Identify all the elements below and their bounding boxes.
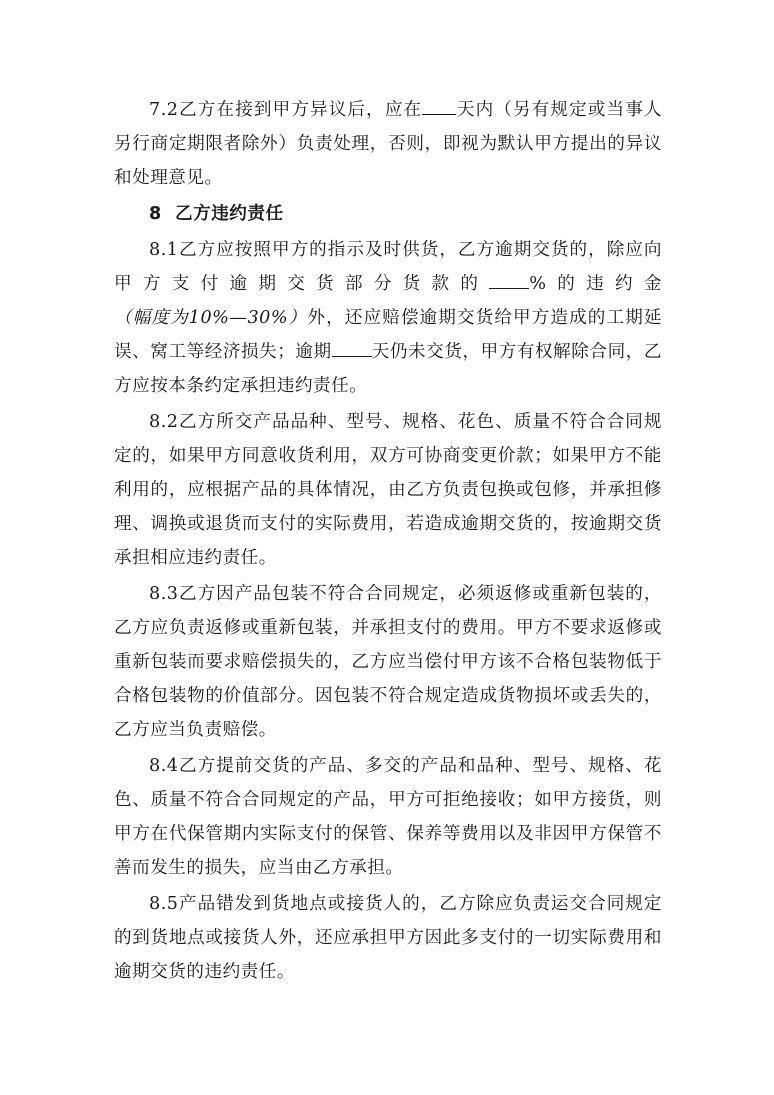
- percent-blank[interactable]: [489, 268, 529, 289]
- clause-8-2: 8.2乙方所交产品品种、型号、规格、花色、质量不符合合同规定的，如果甲方同意收货利用，双方可协商变更价款；如果甲方不能利用的，应根据产品的具体情况，由乙方负责包换或包修，并承担修理、调换或退货而支付的实际费用，若造成逾期交货的，按逾期交货承担相应违约责任。: [114, 412, 662, 568]
- clause-8-1-part2: %的违约金: [529, 274, 662, 294]
- document-page: [114, 93, 662, 991]
- overdue-days-blank[interactable]: [332, 336, 372, 357]
- section-8-heading: [114, 197, 662, 231]
- clause-8-1-part4: 天仍未交货，甲方有权解除合同，乙方应按本条约定承担违约责任。: [114, 342, 662, 396]
- days-blank[interactable]: [422, 94, 456, 115]
- clause-8-5: 8.5产品错发到货地点或接货人的，乙方除应负责运交合同规定的到货地点或接货人外，还应承担甲方因此多支付的一切实际费用和逾期交货的违约责任。: [114, 894, 662, 982]
- clause-7-2-text-after: 天内（另有规定或当事人另行商定期限者除外）负责处理，否则，即视为默认甲方提出的异议和处理意见。: [114, 100, 662, 188]
- clause-8-4: 8.4乙方提前交货的产品、多交的产品和品种、型号、规格、花色、质量不符合合同规定的产品，甲方可拒绝接收；如甲方接货，则甲方在代保管期内实际支付的保管、保养等费用以及非因甲方保管不善而发生的损失，应当由乙方承担。: [114, 756, 662, 878]
- clause-8-3: 8.3乙方因产品包装不符合合同规定，必须返修或重新包装的，乙方应负责返修或重新包装，并承担支付的费用。甲方不要求返修或重新包装而要求赔偿损失的，乙方应当偿付甲方该不合格包装物低于合格包装物的价值部分。因包装不符合规定造成货物损坏或丢失的，乙方应当负责赔偿。: [114, 584, 662, 740]
- clause-8-1-part1: 8.1乙方应按照甲方的指示及时供货，乙方逾期交货的，除应向甲方支付逾期交货部分货款的: [114, 240, 662, 294]
- clause-8-1: [114, 233, 662, 403]
- section-8-number: 8: [149, 204, 162, 224]
- clause-8-1-part3: 外，还应赔偿逾期交货给甲方造成的工期延误、窝工等经济损失；逾期: [114, 308, 662, 362]
- clause-7-2: [114, 93, 662, 195]
- clause-8-1-range-note: （幅度为10%—30%）: [114, 308, 308, 328]
- section-8-title: 乙方违约责任: [175, 204, 284, 224]
- clause-7-2-text-before: 7.2乙方在接到甲方异议后，应在: [149, 100, 423, 120]
